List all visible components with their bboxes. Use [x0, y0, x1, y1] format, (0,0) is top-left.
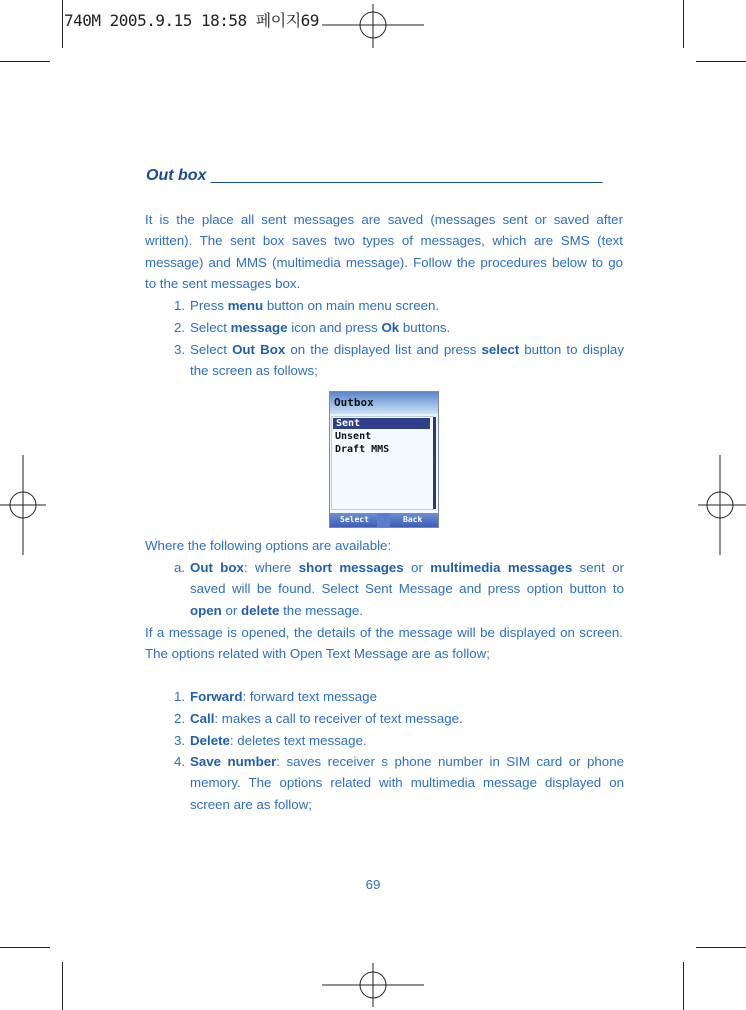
- registration-mark-top: [322, 4, 424, 48]
- back-softkey[interactable]: Back: [403, 515, 423, 524]
- phone-title-bar: [330, 392, 438, 414]
- crop-mark: [62, 962, 63, 1010]
- crop-mark: [683, 962, 684, 1010]
- section-title: [146, 167, 602, 185]
- options-intro: Where the following options are available:: [145, 538, 392, 553]
- crop-mark: [0, 947, 50, 948]
- open-option-2: 2. Call: makes a call to receiver of text message.: [174, 711, 463, 726]
- step-3: 3. Select Out Box on the displayed list and press select button to display the screen as follows;: [174, 342, 624, 379]
- open-message-note: If a message is opened, the details of the message will be displayed on screen. The options related with Open Text Message are as follow;: [145, 625, 623, 662]
- crop-mark: [696, 61, 746, 62]
- crop-mark: [62, 0, 63, 48]
- crop-mark: [696, 947, 746, 948]
- open-option-3: 3. Delete: deletes text message.: [174, 733, 367, 748]
- intro-paragraph: It is the place all sent messages are saved (messages sent or saved after written). The sent box saves two types of messages, which are SMS (text message) and MMS (multimedia message). Follow the procedures below to go to the sent messages box.: [145, 212, 623, 291]
- phone-list: [331, 416, 434, 510]
- step-2: 2. Select message icon and press Ok buttons.: [174, 320, 451, 335]
- phone-scrollbar[interactable]: [433, 417, 436, 509]
- registration-mark-left: [0, 455, 46, 555]
- step-1: 1. Press menu button on main menu screen.: [174, 298, 440, 313]
- phone-list-item-draft-mms[interactable]: Draft MMS: [335, 444, 390, 455]
- phone-softkey-bar: [330, 513, 438, 527]
- phone-list-item-unsent[interactable]: Unsent: [335, 431, 372, 442]
- phone-title: Outbox: [334, 396, 374, 409]
- crop-mark: [683, 0, 684, 48]
- registration-mark-right: [698, 455, 746, 555]
- registration-mark-bottom: [322, 963, 424, 1007]
- softkey-center-divider: [377, 513, 390, 527]
- open-option-1: 1. Forward: forward text message: [174, 689, 377, 704]
- print-header-stamp: 740M 2005.9.15 18:58 페이지69: [64, 11, 319, 30]
- title-rule: ____________________________________________: [210, 167, 603, 184]
- select-softkey[interactable]: Select: [340, 515, 369, 524]
- section-title-text: Out box: [146, 167, 207, 184]
- crop-mark: [0, 61, 50, 62]
- phone-list-item-sent[interactable]: Sent: [333, 418, 430, 429]
- option-a: a. Out box: where short messages or multimedia messages sent or saved will be found. Select Sent Message and press option button to open or delete the message.: [174, 560, 624, 618]
- open-option-4: 4. Save number: saves receiver s phone number in SIM card or phone memory. The options related with multimedia message displayed on screen are as follow;: [174, 754, 624, 812]
- phone-screen-outbox: [329, 391, 439, 528]
- page-number: 69: [365, 877, 381, 892]
